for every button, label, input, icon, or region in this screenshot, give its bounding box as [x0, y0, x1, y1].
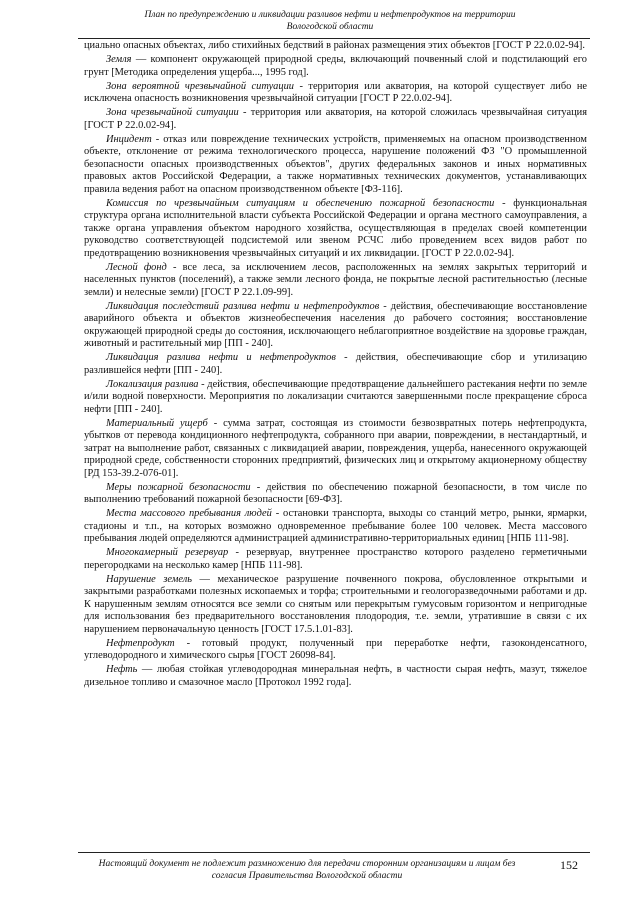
glossary-entry [84, 574, 587, 637]
glossary-term: Многокамерный резервуар [106, 547, 229, 558]
glossary-definition: - действия, обеспечивающие восстановление аварийного объекта и объектов жизнеобеспечения населения до рабочего состояния; восстановление окружающей природной среды до состояния, исключающего неблагоприятное воздействие на здоровье граждан, животный и растительный мир [ПП - 240]. [84, 300, 588, 349]
glossary-term: Места массового пребывания людей [106, 508, 272, 519]
glossary-entry [84, 418, 587, 481]
glossary-entry [84, 352, 587, 377]
page-footer [82, 858, 532, 882]
glossary-entry [84, 40, 587, 53]
footer-divider [78, 852, 590, 853]
glossary-definition: - действия по обеспечению пожарной безопасности, в том числе по выполнению требований пожарной безопасности [69-ФЗ]. [84, 481, 587, 505]
header-line-2: Вологодской области [286, 22, 374, 32]
glossary-definition: - резервуар, внутреннее пространство которого разделено герметичными перегородками на несколько камер [НПБ 111-98]. [84, 547, 587, 571]
glossary-term: Ликвидация последствий разлива нефти и нефтепродуктов [106, 300, 380, 312]
glossary-entry [84, 664, 587, 689]
glossary-definition: — компонент окружающей природной среды, включающий почвенный слой и подстилающий его грунт [Методика определения ущерба..., 1995 год]. [84, 54, 587, 78]
glossary-definition: - остановки транспорта, выходы со станций метро, рынки, ярмарки, стадионы и т.п., на которых возможно одновременное пребывание более 100 человек. Места массового пребывания людей определяются администрацией административно-территориальных единиц [НПБ 111-98]. [84, 508, 587, 544]
glossary-entry [84, 638, 587, 663]
header-line-1: План по предупреждению и ликвидации разливов нефти и нефтепродуктов на территории [144, 10, 516, 20]
page-header [80, 9, 580, 33]
glossary-term: Нефтепродукт [106, 637, 175, 649]
glossary-entry [84, 198, 587, 261]
footer-line-2: согласия Правительства Вологодской области [211, 871, 403, 881]
glossary-definition: — любая стойкая углеводородная минеральная нефть, в частности сырая нефть, мазут, тяжелое дизельное топливо и смазочное масло [Протокол 1992 года]. [84, 664, 587, 688]
glossary-entry [84, 134, 587, 197]
glossary-term: Зона чрезвычайной ситуации [106, 107, 239, 118]
glossary-term: Материальный ущерб [106, 417, 208, 429]
glossary-term: Нефть [106, 664, 138, 675]
glossary-entry [84, 482, 587, 507]
glossary-entry [84, 262, 587, 300]
glossary-term: Инцидент [106, 133, 152, 145]
glossary-entry [84, 81, 587, 106]
glossary-term: Лесной фонд [106, 261, 167, 273]
glossary-term: Нарушение земель [106, 573, 192, 585]
glossary-entry [84, 547, 587, 572]
footer-line-1: Настоящий документ не подлежит размножению для передачи сторонним организациям и лицам без [98, 859, 516, 869]
glossary-term: Земля [106, 54, 132, 65]
glossary-entry [84, 301, 587, 351]
glossary-definition: - действия, обеспечивающие сбор и утилизацию разлившейся нефти [ПП - 240]. [84, 352, 587, 376]
glossary-definition: — механическое разрушение почвенного покрова, обусловленное открытыми и закрытыми разработками полезных ископаемых и торфа; строительными и геологоразведочными работами и др. К нарушенным землям относятся все земли со снятым или перекрытым гумусовым горизонтом и непригодные для использования без предварительного восстановления плодородия, т.е. земли, утратившие в связи с их нарушением первоначальную ценность [ГОСТ 17.5.1.01-83]. [84, 573, 587, 635]
glossary-term: Зона вероятной чрезвычайной ситуации [106, 80, 294, 92]
glossary-term: Комиссия по чрезвычайным ситуациям и обеспечению пожарной безопасности [106, 197, 495, 209]
glossary-entry [84, 508, 587, 546]
glossary-entry [84, 54, 587, 79]
glossary-term: Локализация разлива [106, 378, 199, 390]
glossary-definition: - отказ или повреждение технических устройств, применяемых на опасном производственном объекте, отклонение от режима технологического процесса, нарушение положений ФЗ "О промышленной безопасности опасных производственных объектов", других федеральных законов и иных нормативных правовых актов Российской Федерации, а также нормативных технических документов, устанавливающих правила ведения работ на опасном производственном объекте [ФЗ-116]. [84, 133, 587, 195]
glossary-term: Ликвидация разлива нефти и нефтепродуктов [106, 352, 336, 363]
glossary-definition: - сумма затрат, состоящая из стоимости безвозвратных потерь нефтепродукта, убытков от перевода кондиционного нефтепродукта, собранного при аварии, повреждении, в нестандартный, и затрат на выполнение работ, связанных с ликвидацией аварии, повреждения, ущерба, нанесенного окружающей природной среде, собственности сторонних предприятий, физических лиц и открытому акционерному обществу [РД 153-39.2-076-01]. [84, 417, 587, 479]
glossary-definition: - готовый продукт, полученный при переработке нефти, газоконденсатного, углеводородного и химического сырья [ГОСТ 26098-84]. [84, 637, 587, 661]
glossary-definition: - действия, обеспечивающие предотвращение дальнейшего растекания нефти по земле и/или водной поверхности. Мероприятия по локализации считаются завершенными после прекращение сброса нефти [ПП - 240]. [84, 378, 587, 415]
glossary-entry [84, 107, 587, 132]
glossary-definition: - функциональная структура органа исполнительной власти субъекта Российской Федерации и органа местного самоуправления, а также органа управления объектом народного хозяйства, осуществляющая в пределах своей компетенции руководство соответствующей подсистемой или звеном РСЧС либо проведением всех видов работ по предотвращению возникновения чрезвычайных ситуаций и их ликвидации. [ГОСТ Р 22.0.02-94]. [84, 197, 587, 259]
glossary-term: Меры пожарной безопасности [106, 481, 251, 493]
glossary-definition: - все леса, за исключением лесов, расположенных на землях закрытых территорий и населенных пунктов (поселений), а также земли лесного фонда, не покрытые лесной растительностью (лесные земли) и нелесные земли) [ГОСТ Р 22.1.09-99]. [84, 261, 587, 298]
header-divider [78, 38, 590, 39]
page-number: 152 [560, 858, 578, 872]
glossary-definition: циально опасных объектах, либо стихийных бедствий в районах размещения этих объектов [ГОСТ Р 22.0.02-94]. [84, 40, 585, 51]
glossary-definition: - территория или акватория, на которой сложилась чрезвычайная ситуация [ГОСТ Р 22.0.02-94]. [84, 107, 587, 131]
glossary-content [84, 40, 587, 691]
glossary-entry [84, 379, 587, 417]
glossary-definition: - территория или акватория, на которой существует либо не исключена опасность возникновения чрезвычайной ситуации [ГОСТ Р 22.0.02-94]. [84, 80, 587, 104]
